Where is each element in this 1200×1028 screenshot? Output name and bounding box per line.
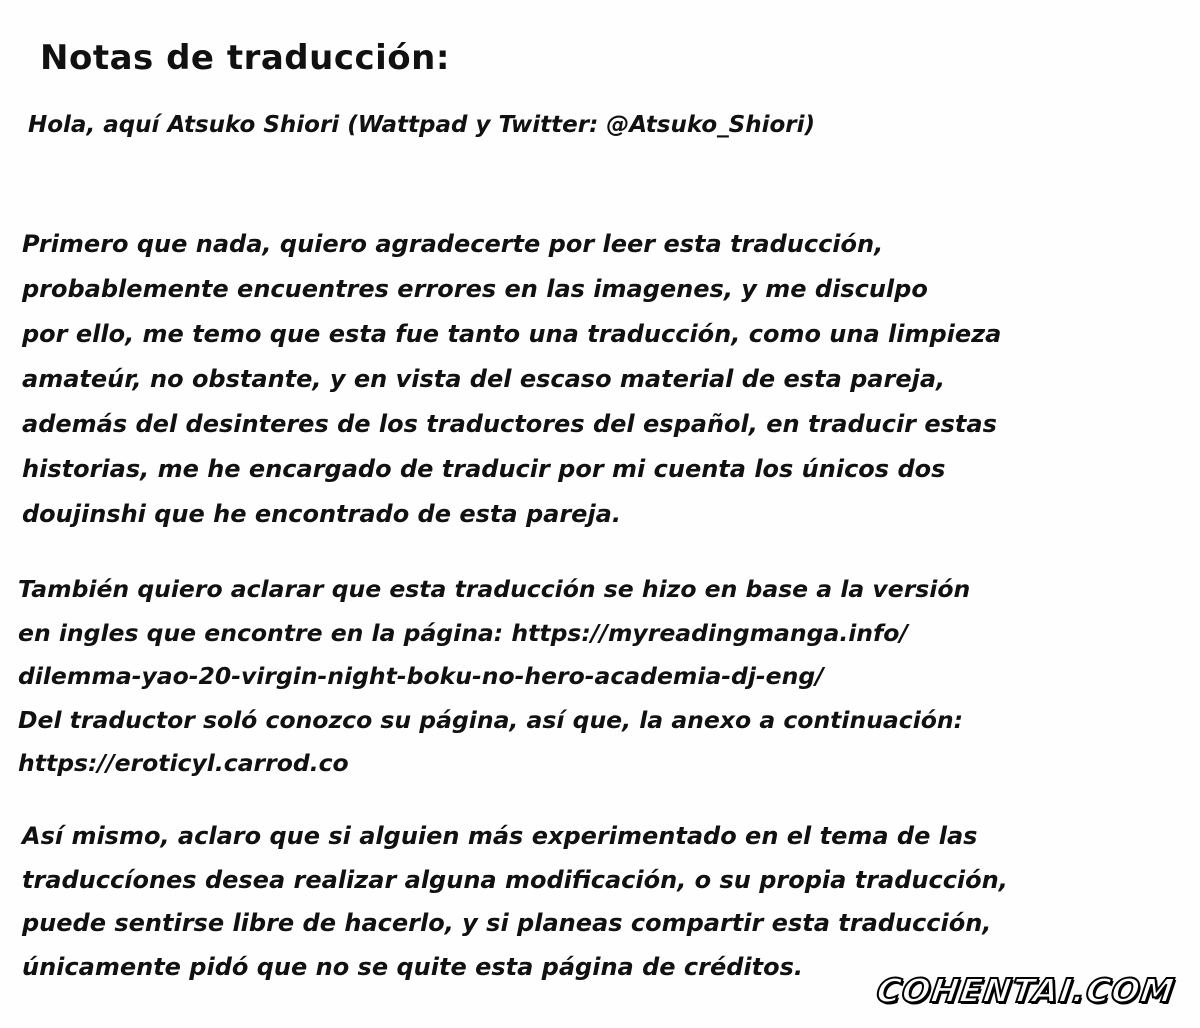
paragraph-thanks — [22, 222, 1001, 537]
text-line: doujinshi que he encontrado de esta pareja. — [22, 500, 621, 528]
text-line: únicamente pidó que no se quite esta página de créditos. — [22, 952, 803, 981]
intro-line: Hola, aquí Atsuko Shiori (Wattpad y Twitter: @Atsuko_Shiori) — [28, 112, 816, 138]
text-line: amateúr, no obstante, y en vista del escaso material de esta pareja, — [22, 365, 946, 393]
source-link-line: dilemma-yao-20-virgin-night-boku-no-hero-academia-dj-eng/ — [18, 662, 824, 690]
source-link-line: en ingles que encontre en la página: https://myreadingmanga.info/ — [18, 618, 908, 647]
paragraph-permissions — [22, 815, 1008, 989]
text-line: traduccíones desea realizar alguna modificación, o su propia traducción, — [22, 865, 1008, 894]
paragraph-source — [18, 568, 970, 786]
text-line: Primero que nada, quiero agradecerte por leer esta traducción, — [22, 230, 884, 258]
text-line: Del traductor soló conozco su página, así que, la anexo a continuación: — [18, 705, 964, 734]
text-line: además del desinteres de los traductores del español, en traducir estas — [22, 410, 997, 438]
site-watermark: COHENTAI.COM — [873, 971, 1177, 1010]
text-line: puede sentirse libre de hacerlo, y si planeas compartir esta traducción, — [22, 909, 992, 937]
text-line: historias, me he encargado de traducir por mi cuenta los únicos dos — [22, 455, 946, 483]
text-line: probablemente encuentres errores en las imagenes, y me disculpo — [22, 275, 928, 303]
text-line: También quiero aclarar que esta traducción se hizo en base a la versión — [18, 575, 971, 603]
text-line: por ello, me temo que esta fue tanto una traducción, como una limpieza — [22, 320, 1002, 348]
page-title: Notas de traducción: — [40, 38, 450, 78]
translator-link: https://eroticyl.carrod.co — [18, 749, 349, 777]
text-line: Así mismo, aclaro que si alguien más experimentado en el tema de las — [22, 822, 978, 850]
